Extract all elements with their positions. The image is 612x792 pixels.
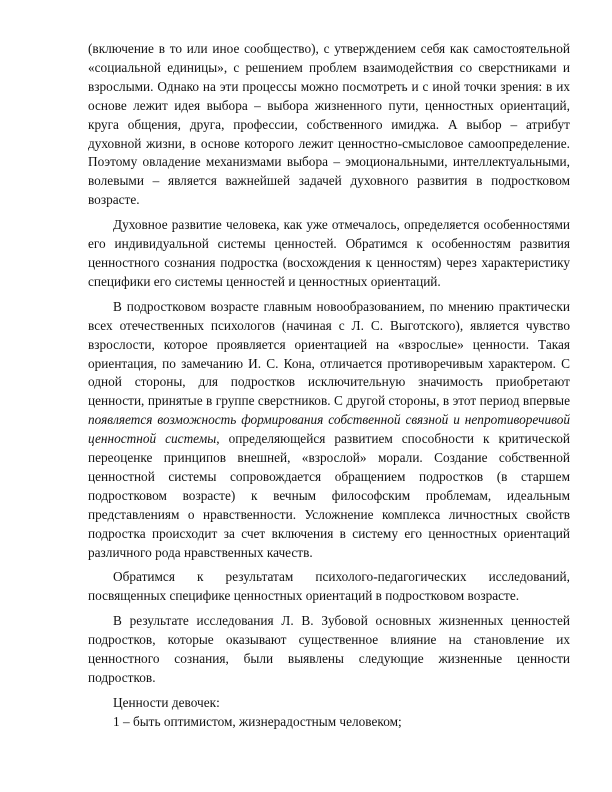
- paragraph-text-after: , определяющейся развитием способности к критической переоценке принципов внешней, «взрослой» морали. Создание собственной ценностной системы сопровождается обращением подростков (в старшем подростковом возрасте) к вечным философским проблемам, идеальным представлениям о нравственности. Усложнение комплекса личностных свойств подростка происходит за счет включения в систему его ценностных ориентаций различного рода нравственных качеств.: [88, 431, 571, 560]
- paragraph-choice-intro: (включение в то или иное сообщество), с утверждением себя как самостоятельной «социальной единицы», с решением проблем взаимодействия со сверстниками и взрослыми. Однако на эти процессы можно посмотреть и с иной точки зрения: в их основе лежит идея выбора – выбора жизненного пути, ценностных ориентаций, круга общения, друга, профессии, собственного имиджа. А выбор – атрибут духовной жизни, в основе которого лежит ценностно-смысловое самоопределение. Поэтому овладение механизмами выбора – эмоциональными, интеллектуальными, волевыми – является важнейшей задачей духовного развития в подростковом возрасте.: [88, 41, 570, 208]
- paragraph-zubova-study: В результате исследования Л. В. Зубовой основных жизненных ценностей подростков, которые оказывают существенное влияние на становление их ценностного сознания, были выявлены следующие жизненные ценности подростков.: [88, 613, 570, 685]
- girls-values-heading: Ценности девочек:: [113, 694, 220, 710]
- italic-emphasis: появляется возможность формирования собственной связной и непротиворечивой ценностной системы: [88, 412, 570, 447]
- paragraph-text-before: В подростковом возрасте главным новообразованием, по мнению практически всех отечественных психологов (начиная с Л. С. Выготского), является чувство взрослости, которое проявляется ориентацией на «взрослые» ценности. Такая ориентация, по замечанию И. С. Кона, отличается противоречивым характером. С одной стороны, для подростков исключительную значимость приобретают ценности, принятые в группе сверстников. С другой стороны, в этот период впервые: [88, 298, 570, 409]
- document-page: [88, 40, 570, 732]
- paragraph-adolescence-values: [88, 298, 570, 563]
- list-item-optimist: 1 – быть оптимистом, жизнерадостным человеком;: [113, 713, 402, 729]
- paragraph-research-reference: Обратимся к результатам психолого-педагогических исследований, посвященных специфике ценностных ориентаций в подростковом возрасте.: [88, 569, 570, 604]
- paragraph-spiritual-development: Духовное развитие человека, как уже отмечалось, определяется особенностями его индивидуальной системы ценностей. Обратимся к особенностям развития ценностного сознания подростка (восхождения к ценностям) через характеристику специфики его системы ценностей и ценностных ориентаций.: [88, 217, 570, 289]
